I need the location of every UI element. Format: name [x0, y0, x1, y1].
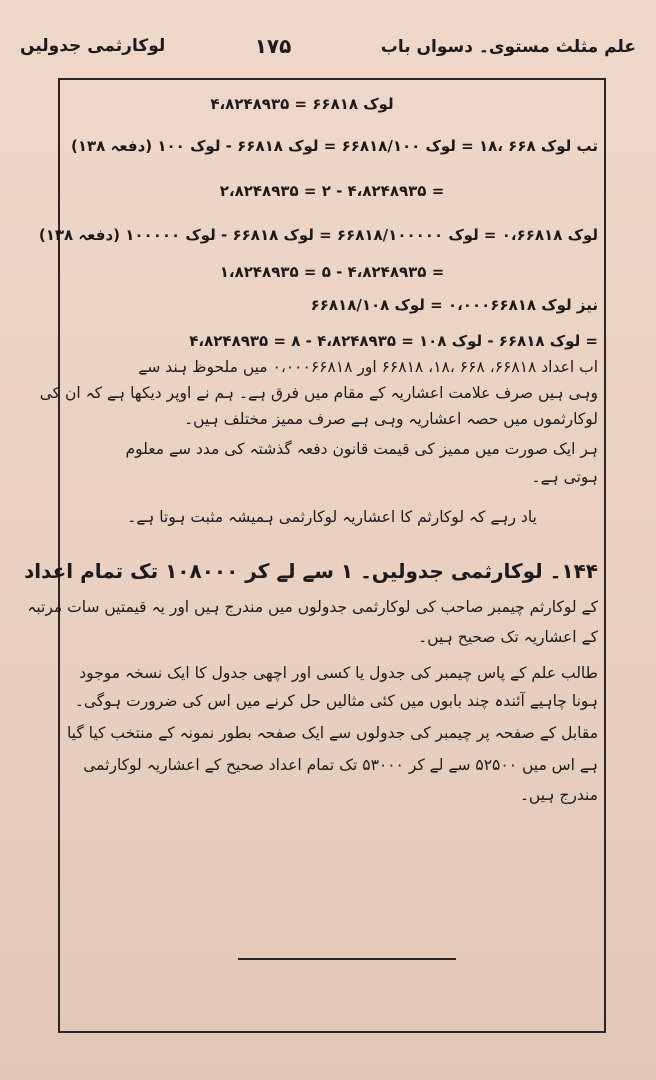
- paragraph-line: لوکارثموں میں حصہ اعشاریہ وہی ہے صرف ممیز مختلف ہیں۔: [184, 410, 598, 428]
- equation-line: لوک ۰،۶۶۸۱۸ = لوک ۶۶۸۱۸/۱۰۰۰۰۰ = لوک ۶۶۸۱۸ - لوک ۱۰۰۰۰۰ (دفعہ ۱۳۸): [38, 226, 598, 244]
- page-body: [23, 88, 598, 812]
- section-heading: ۱۴۴۔ لوکارثمی جدولیں۔ ۱ سے لے کر ۱۰۸۰۰۰ تک تمام اعداد: [23, 559, 598, 583]
- equation-line: = ۴،۸۲۴۸۹۳۵ - ۲ = ۲،۸۲۴۸۹۳۵: [219, 182, 445, 200]
- section-running-title: لوکارثمی جدولیں: [20, 36, 166, 56]
- page-number: ۱۷۵: [254, 34, 292, 58]
- paragraph-line: کے لوکارثم چیمبر صاحب کی لوکارثمی جدولوں میں مندرج ہیں اور یہ قیمتیں سات مرتبہ: [27, 598, 598, 616]
- paragraph-line: ہوتی ہے۔: [531, 468, 598, 486]
- equation-line: نیز لوک ۰،۰۰۰۶۶۸۱۸ = لوک ۶۶۸۱۸/۱۰۸: [310, 296, 598, 314]
- equation-line: تب لوک ۶۶۸ ،۱۸ = لوک ۶۶۸۱۸/۱۰۰ = لوک ۶۶۸۱۸ - لوک ۱۰۰ (دفعہ ۱۳۸): [70, 137, 598, 155]
- paragraph-line: ہر ایک صورت میں ممیز کی قیمت قانون دفعہ گذشتہ کی مدد سے معلوم: [125, 440, 598, 458]
- paragraph-line: ہونا چاہیے آئندہ چند بابوں میں کئی مثالیں حل کرنے میں اس کی ضرورت ہوگی۔: [74, 692, 598, 710]
- paragraph-line: کے اعشاریہ تک صحیح ہیں۔: [418, 628, 598, 646]
- paragraph-line: اب اعداد ۶۶۸۱۸، ۶۶۸ ،۱۸، ۶۶۸۱۸ اور ۰،۰۰۰۶۶۸۱۸ میں ملحوظ ہند سے: [138, 358, 598, 376]
- equation-line: = ۴،۸۲۴۸۹۳۵ - ۵ = ۱،۸۲۴۸۹۳۵: [219, 263, 445, 281]
- paragraph-line: وہی ہیں صرف علامت اعشاریہ کے مقام میں فرق ہے۔ ہم نے اوپر دیکھا ہے کہ ان کی: [39, 384, 598, 402]
- page-header: [20, 28, 636, 64]
- paragraph-line: طالب علم کے پاس چیمبر کی جدول یا کسی اور اچھی جدول کا ایک نسخہ موجود: [79, 664, 598, 682]
- equation-line: لوک ۶۶۸۱۸ = ۴،۸۲۴۸۹۳۵: [210, 95, 394, 113]
- paragraph-line: مقابل کے صفحہ پر چیمبر کی جدولوں سے ایک صفحہ بطور نمونہ کے منتخب کیا گیا: [66, 724, 598, 742]
- equation-line: = لوک ۶۶۸۱۸ - لوک ۱۰۸ = ۴،۸۲۴۸۹۳۵ - ۸ = ۴،۸۲۴۸۹۳۵: [189, 332, 598, 350]
- chapter-title: علم مثلث مستوی۔ دسواں باب: [380, 36, 636, 57]
- end-rule: [238, 958, 456, 960]
- paragraph-line: مندرج ہیں۔: [519, 786, 598, 804]
- paragraph-line: ہے اس میں ۵۲۵۰۰ سے لے کر ۵۳۰۰۰ تک تمام اعداد صحیح کے اعشاریہ لوکارثمی: [83, 756, 598, 774]
- paragraph-line: یاد رہے کہ لوکارثم کا اعشاریہ لوکارثمی ہمیشہ مثبت ہوتا ہے۔: [127, 508, 537, 526]
